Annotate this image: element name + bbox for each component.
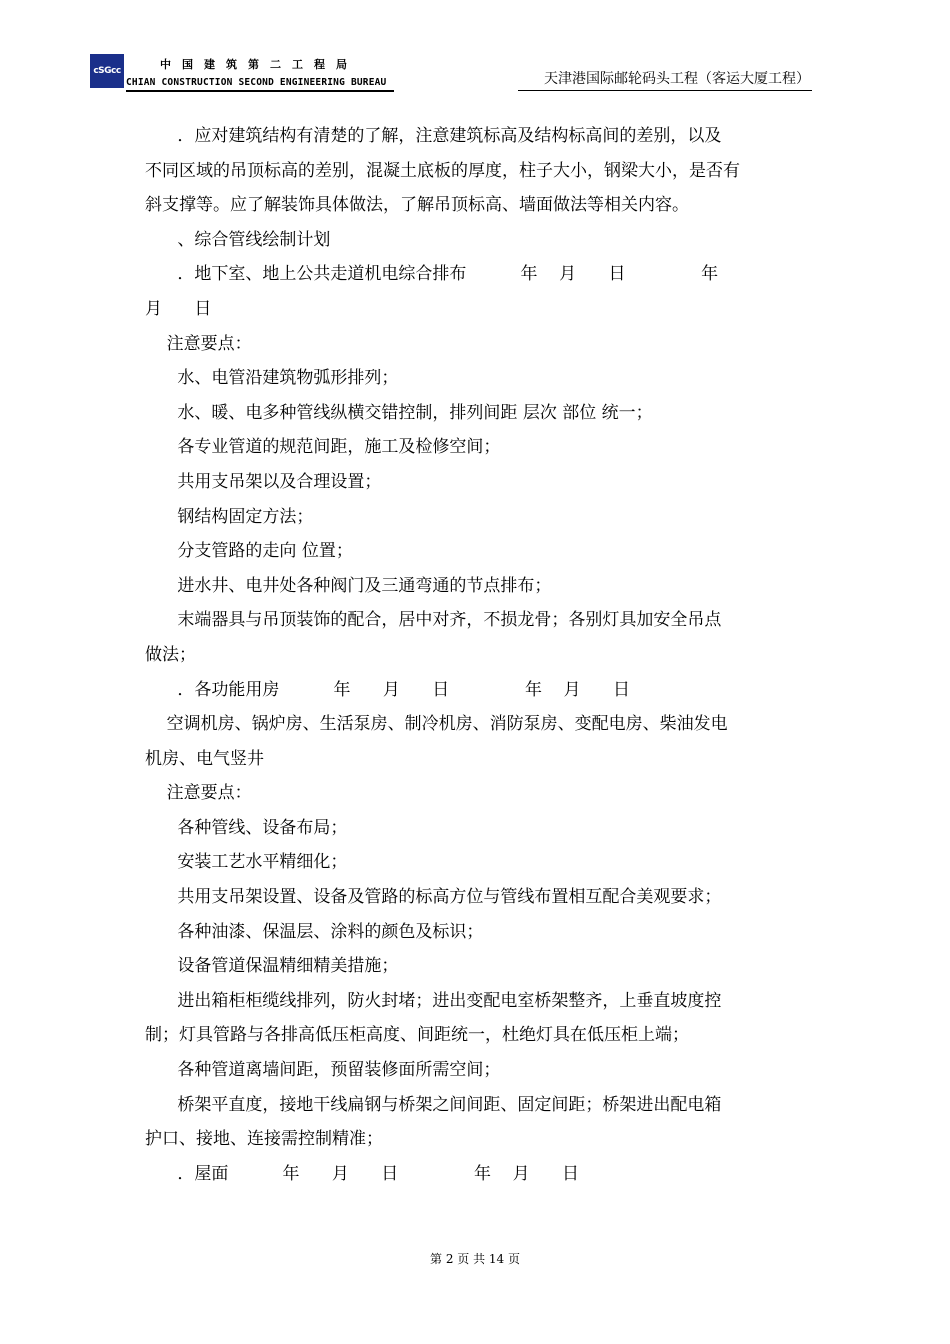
text-line: 、综合管线绘制计划 — [145, 229, 331, 250]
header-rule-right — [518, 90, 812, 91]
text-line: 斜支撑等。应了解装饰具体做法，了解吊顶标高、墙面做法等相关内容。 — [145, 195, 689, 216]
text-line: ．应对建筑结构有清楚的了解，注意建筑标高及结构标高间的差别，以及 — [145, 126, 722, 146]
text-line: 护口、接地、连接需控制精准； — [145, 1129, 383, 1150]
text-line: 制；灯具管路与各排高低压柜高度、间距统一，杜绝灯具在低压柜上端； — [145, 1025, 689, 1046]
text-line: 各专业管道的规范间距，施工及检修空间； — [145, 437, 501, 458]
text-line: 末端器具与吊顶装饰的配合，居中对齐，不损龙骨；各别灯具加安全吊点 — [145, 610, 722, 631]
page-footer: 第 2 页 共 14 页 — [430, 1252, 520, 1266]
text-line: 共用支吊架以及合理设置； — [145, 471, 382, 492]
text-line: ．地下室、地上公共走道机电综合排布 年 月 日 年 — [145, 264, 719, 285]
text-line: 各种管线、设备布局； — [145, 817, 348, 838]
text-line: 桥架平直度，接地干线扁钢与桥架之间间距、固定间距；桥架进出配电箱 — [145, 1094, 722, 1115]
text-line: 各种管道离墙间距，预留装修面所需空间； — [145, 1060, 501, 1081]
page-header — [90, 50, 812, 92]
company-logo — [90, 54, 124, 88]
text-line: 钢结构固定方法； — [145, 506, 314, 527]
text-line: 进出箱柜柜缆线排列，防火封堵；进出变配电室桥架整齐，上垂直坡度控 — [145, 990, 722, 1011]
text-line: 月 日 — [145, 298, 212, 319]
text-line: 空调机房、锅炉房、生活泵房、制冷机房、消防泵房、变配电房、柴油发电 — [145, 714, 728, 735]
text-line: ．屋面 年 月 日 年 月 日 — [145, 1163, 579, 1184]
company-name-en: CHIAN CONSTRUCTION SECOND ENGINEERING BUREAU — [126, 77, 387, 88]
text-line: 水、暖、电多种管线纵横交错控制，排列间距 层次 部位 统一； — [145, 402, 653, 423]
text-line: 各种油漆、保温层、涂料的颜色及标识； — [145, 921, 484, 942]
text-line: 注意要点： — [145, 783, 252, 804]
text-line: 不同区域的吊顶标高的差别，混凝土底板的厚度，柱子大小，钢梁大小，是否有 — [145, 160, 740, 181]
text-line: ．各功能用房 年 月 日 年 月 日 — [145, 679, 630, 700]
header-rule-left — [126, 90, 394, 92]
document-body — [145, 124, 810, 1196]
text-line: 共用支吊架设置、设备及管路的标高方位与管线布置相互配合美观要求； — [145, 887, 722, 908]
company-name-cn: 中国建筑第二工程局 — [160, 58, 358, 71]
text-line: 做法； — [145, 644, 196, 665]
text-line: 水、电管沿建筑物弧形排列； — [145, 368, 399, 389]
text-line: 机房、电气竖井 — [145, 748, 264, 769]
text-line: 设备管道保温精细精美措施； — [145, 956, 399, 977]
project-title: 天津港国际邮轮码头工程（客运大厦工程） — [544, 71, 810, 87]
text-line: 进水井、电井处各种阀门及三通弯通的节点排布； — [145, 575, 552, 596]
text-line: 分支管路的走向 位置； — [145, 541, 353, 562]
logo-text: cSGcc — [93, 66, 121, 76]
text-line: 注意要点： — [145, 333, 252, 354]
text-line: 安装工艺水平精细化； — [145, 852, 348, 873]
